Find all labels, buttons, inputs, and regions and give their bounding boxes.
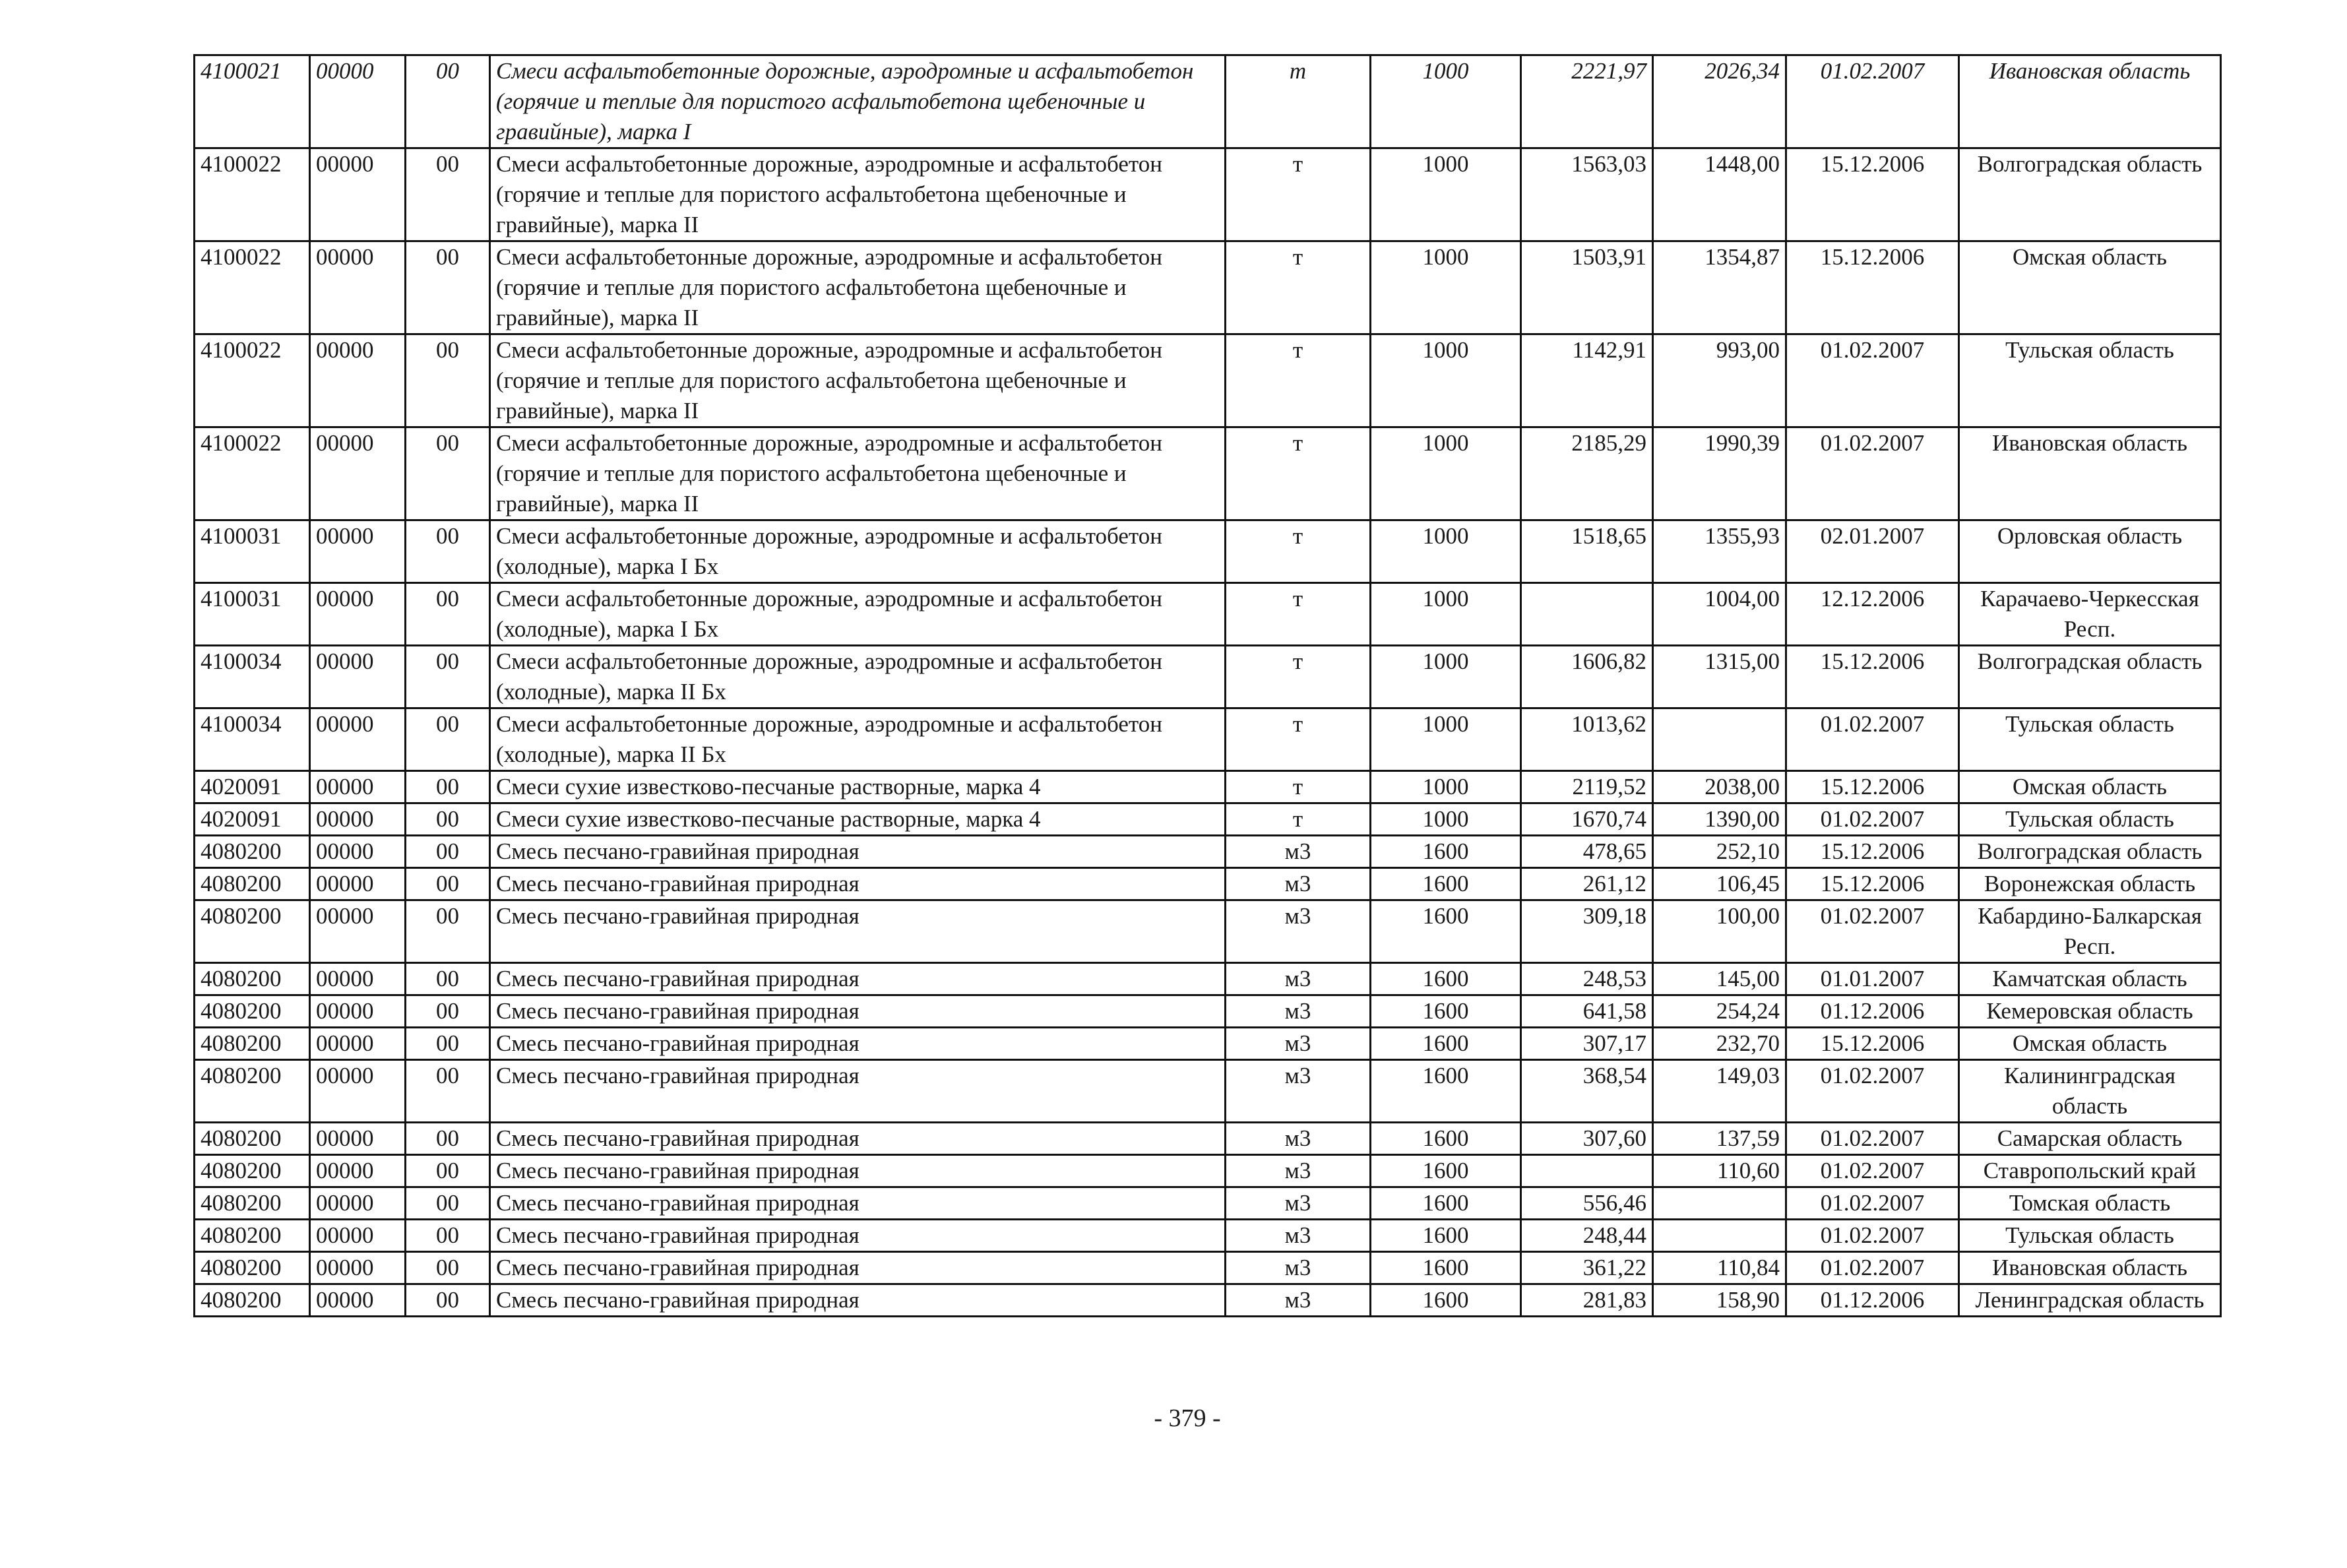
norm-value-cell: 1000 xyxy=(1371,334,1521,427)
price-table xyxy=(193,54,2222,1317)
item-code-cell: 4100031 xyxy=(195,520,310,583)
table-body xyxy=(195,55,2221,1317)
norm-value-cell: 1600 xyxy=(1371,1155,1521,1187)
material-name-cell: Смесь песчано-гравийная природная xyxy=(490,1252,1226,1284)
sub-code-cell: 00000 xyxy=(310,148,406,241)
date-cell: 15.12.2006 xyxy=(1786,771,1959,803)
region-cell: Тульская область xyxy=(1959,708,2221,771)
date-cell: 01.02.2007 xyxy=(1786,900,1959,963)
norm-value-cell: 1600 xyxy=(1371,963,1521,995)
table-row xyxy=(195,520,2221,583)
region-cell: Омская область xyxy=(1959,1028,2221,1060)
price-2-cell: 2026,34 xyxy=(1653,55,1786,148)
price-1-cell: 2119,52 xyxy=(1521,771,1653,803)
table-row xyxy=(195,646,2221,708)
norm-value-cell: 1600 xyxy=(1371,1060,1521,1123)
suffix-code-cell: 00 xyxy=(406,148,490,241)
sub-code-cell: 00000 xyxy=(310,427,406,520)
suffix-code-cell: 00 xyxy=(406,1155,490,1187)
price-2-cell: 1448,00 xyxy=(1653,148,1786,241)
region-cell: Омская область xyxy=(1959,241,2221,334)
date-cell: 15.12.2006 xyxy=(1786,1028,1959,1060)
table-row xyxy=(195,241,2221,334)
table-row xyxy=(195,868,2221,900)
item-code-cell: 4100022 xyxy=(195,427,310,520)
date-cell: 15.12.2006 xyxy=(1786,646,1959,708)
table-row xyxy=(195,427,2221,520)
region-cell: Тульская область xyxy=(1959,1220,2221,1252)
norm-value-cell: 1000 xyxy=(1371,241,1521,334)
date-cell: 01.02.2007 xyxy=(1786,334,1959,427)
suffix-code-cell: 00 xyxy=(406,583,490,646)
suffix-code-cell: 00 xyxy=(406,1284,490,1317)
region-cell: Тульская область xyxy=(1959,803,2221,836)
price-2-cell: 158,90 xyxy=(1653,1284,1786,1317)
date-cell: 01.02.2007 xyxy=(1786,55,1959,148)
suffix-code-cell: 00 xyxy=(406,1220,490,1252)
material-name-cell: Смесь песчано-гравийная природная xyxy=(490,836,1226,868)
table-row xyxy=(195,583,2221,646)
price-2-cell: 993,00 xyxy=(1653,334,1786,427)
norm-value-cell: 1600 xyxy=(1371,1028,1521,1060)
sub-code-cell: 00000 xyxy=(310,868,406,900)
region-cell: Воронежская область xyxy=(1959,868,2221,900)
norm-value-cell: 1000 xyxy=(1371,771,1521,803)
date-cell: 01.02.2007 xyxy=(1786,1252,1959,1284)
price-2-cell: 1004,00 xyxy=(1653,583,1786,646)
date-cell: 01.02.2007 xyxy=(1786,1187,1959,1220)
suffix-code-cell: 00 xyxy=(406,995,490,1028)
unit-cell: т xyxy=(1226,55,1371,148)
sub-code-cell: 00000 xyxy=(310,1187,406,1220)
suffix-code-cell: 00 xyxy=(406,900,490,963)
material-name-cell: Смесь песчано-гравийная природная xyxy=(490,995,1226,1028)
unit-cell: м3 xyxy=(1226,836,1371,868)
price-2-cell xyxy=(1653,1187,1786,1220)
unit-cell: т xyxy=(1226,708,1371,771)
price-2-cell: 137,59 xyxy=(1653,1123,1786,1155)
material-name-cell: Смесь песчано-гравийная природная xyxy=(490,868,1226,900)
suffix-code-cell: 00 xyxy=(406,1123,490,1155)
price-1-cell: 248,53 xyxy=(1521,963,1653,995)
price-2-cell: 1354,87 xyxy=(1653,241,1786,334)
unit-cell: м3 xyxy=(1226,1187,1371,1220)
sub-code-cell: 00000 xyxy=(310,900,406,963)
sub-code-cell: 00000 xyxy=(310,836,406,868)
price-1-cell: 1563,03 xyxy=(1521,148,1653,241)
item-code-cell: 4080200 xyxy=(195,1284,310,1317)
date-cell: 02.01.2007 xyxy=(1786,520,1959,583)
price-2-cell: 110,84 xyxy=(1653,1252,1786,1284)
norm-value-cell: 1000 xyxy=(1371,803,1521,836)
price-1-cell: 361,22 xyxy=(1521,1252,1653,1284)
item-code-cell: 4100034 xyxy=(195,708,310,771)
price-1-cell: 1013,62 xyxy=(1521,708,1653,771)
unit-cell: м3 xyxy=(1226,1060,1371,1123)
item-code-cell: 4080200 xyxy=(195,1060,310,1123)
item-code-cell: 4100034 xyxy=(195,646,310,708)
price-1-cell: 368,54 xyxy=(1521,1060,1653,1123)
price-2-cell: 1390,00 xyxy=(1653,803,1786,836)
unit-cell: т xyxy=(1226,241,1371,334)
sub-code-cell: 00000 xyxy=(310,995,406,1028)
price-2-cell: 1315,00 xyxy=(1653,646,1786,708)
sub-code-cell: 00000 xyxy=(310,241,406,334)
date-cell: 01.12.2006 xyxy=(1786,995,1959,1028)
suffix-code-cell: 00 xyxy=(406,334,490,427)
suffix-code-cell: 00 xyxy=(406,771,490,803)
date-cell: 15.12.2006 xyxy=(1786,148,1959,241)
price-1-cell: 307,17 xyxy=(1521,1028,1653,1060)
date-cell: 01.02.2007 xyxy=(1786,1155,1959,1187)
region-cell: Ленинградская область xyxy=(1959,1284,2221,1317)
table-row xyxy=(195,1060,2221,1123)
material-name-cell: Смесь песчано-гравийная природная xyxy=(490,900,1226,963)
sub-code-cell: 00000 xyxy=(310,334,406,427)
table-row xyxy=(195,1252,2221,1284)
unit-cell: м3 xyxy=(1226,1252,1371,1284)
sub-code-cell: 00000 xyxy=(310,963,406,995)
suffix-code-cell: 00 xyxy=(406,427,490,520)
table-row xyxy=(195,1123,2221,1155)
sub-code-cell: 00000 xyxy=(310,520,406,583)
sub-code-cell: 00000 xyxy=(310,1123,406,1155)
material-name-cell: Смесь песчано-гравийная природная xyxy=(490,1028,1226,1060)
suffix-code-cell: 00 xyxy=(406,1252,490,1284)
material-name-cell: Смеси сухие известково-песчаные растворные, марка 4 xyxy=(490,803,1226,836)
material-name-cell: Смеси асфальтобетонные дорожные, аэродромные и асфальтобетон (холодные), марка I Бх xyxy=(490,520,1226,583)
region-cell: Камчатская область xyxy=(1959,963,2221,995)
item-code-cell: 4080200 xyxy=(195,1028,310,1060)
price-2-cell: 100,00 xyxy=(1653,900,1786,963)
suffix-code-cell: 00 xyxy=(406,55,490,148)
date-cell: 01.02.2007 xyxy=(1786,708,1959,771)
item-code-cell: 4100022 xyxy=(195,334,310,427)
unit-cell: т xyxy=(1226,334,1371,427)
region-cell: Калининградская область xyxy=(1959,1060,2221,1123)
item-code-cell: 4100022 xyxy=(195,148,310,241)
table-row xyxy=(195,1155,2221,1187)
region-cell: Ивановская область xyxy=(1959,427,2221,520)
sub-code-cell: 00000 xyxy=(310,583,406,646)
material-name-cell: Смесь песчано-гравийная природная xyxy=(490,1220,1226,1252)
price-2-cell xyxy=(1653,708,1786,771)
table-row xyxy=(195,1284,2221,1317)
norm-value-cell: 1000 xyxy=(1371,520,1521,583)
unit-cell: м3 xyxy=(1226,1155,1371,1187)
table-row xyxy=(195,836,2221,868)
suffix-code-cell: 00 xyxy=(406,868,490,900)
sub-code-cell: 00000 xyxy=(310,646,406,708)
table-row xyxy=(195,148,2221,241)
price-2-cell: 145,00 xyxy=(1653,963,1786,995)
price-2-cell: 1990,39 xyxy=(1653,427,1786,520)
suffix-code-cell: 00 xyxy=(406,803,490,836)
norm-value-cell: 1000 xyxy=(1371,148,1521,241)
material-name-cell: Смеси асфальтобетонные дорожные, аэродромные и асфальтобетон (горячие и теплые для пористого асфальтобетона щебеночные и гравийные), марка II xyxy=(490,334,1226,427)
price-1-cell: 478,65 xyxy=(1521,836,1653,868)
region-cell: Волгоградская область xyxy=(1959,148,2221,241)
sub-code-cell: 00000 xyxy=(310,55,406,148)
price-2-cell: 254,24 xyxy=(1653,995,1786,1028)
norm-value-cell: 1000 xyxy=(1371,646,1521,708)
price-1-cell: 2185,29 xyxy=(1521,427,1653,520)
norm-value-cell: 1600 xyxy=(1371,1252,1521,1284)
price-1-cell: 307,60 xyxy=(1521,1123,1653,1155)
material-name-cell: Смеси асфальтобетонные дорожные, аэродромные и асфальтобетон (горячие и теплые для пористого асфальтобетона щебеночные и гравийные), марка II xyxy=(490,427,1226,520)
sub-code-cell: 00000 xyxy=(310,771,406,803)
price-2-cell: 232,70 xyxy=(1653,1028,1786,1060)
region-cell: Орловская область xyxy=(1959,520,2221,583)
date-cell: 15.12.2006 xyxy=(1786,836,1959,868)
suffix-code-cell: 00 xyxy=(406,1028,490,1060)
item-code-cell: 4100022 xyxy=(195,241,310,334)
region-cell: Ивановская область xyxy=(1959,1252,2221,1284)
norm-value-cell: 1600 xyxy=(1371,1220,1521,1252)
unit-cell: м3 xyxy=(1226,868,1371,900)
price-1-cell: 1142,91 xyxy=(1521,334,1653,427)
unit-cell: т xyxy=(1226,771,1371,803)
date-cell: 01.02.2007 xyxy=(1786,1060,1959,1123)
unit-cell: т xyxy=(1226,583,1371,646)
material-name-cell: Смесь песчано-гравийная природная xyxy=(490,1187,1226,1220)
date-cell: 01.02.2007 xyxy=(1786,427,1959,520)
item-code-cell: 4080200 xyxy=(195,836,310,868)
item-code-cell: 4080200 xyxy=(195,868,310,900)
material-name-cell: Смеси асфальтобетонные дорожные, аэродромные и асфальтобетон (горячие и теплые для пористого асфальтобетона щебеночные и гравийные), марка I xyxy=(490,55,1226,148)
suffix-code-cell: 00 xyxy=(406,241,490,334)
material-name-cell: Смесь песчано-гравийная природная xyxy=(490,1284,1226,1317)
region-cell: Волгоградская область xyxy=(1959,646,2221,708)
item-code-cell: 4100021 xyxy=(195,55,310,148)
price-1-cell: 556,46 xyxy=(1521,1187,1653,1220)
suffix-code-cell: 00 xyxy=(406,836,490,868)
suffix-code-cell: 00 xyxy=(406,708,490,771)
price-1-cell: 1606,82 xyxy=(1521,646,1653,708)
date-cell: 15.12.2006 xyxy=(1786,868,1959,900)
price-2-cell: 106,45 xyxy=(1653,868,1786,900)
date-cell: 01.02.2007 xyxy=(1786,803,1959,836)
item-code-cell: 4100031 xyxy=(195,583,310,646)
item-code-cell: 4020091 xyxy=(195,803,310,836)
norm-value-cell: 1000 xyxy=(1371,55,1521,148)
suffix-code-cell: 00 xyxy=(406,646,490,708)
item-code-cell: 4080200 xyxy=(195,1155,310,1187)
item-code-cell: 4080200 xyxy=(195,995,310,1028)
price-1-cell xyxy=(1521,1155,1653,1187)
item-code-cell: 4080200 xyxy=(195,1220,310,1252)
price-1-cell: 261,12 xyxy=(1521,868,1653,900)
norm-value-cell: 1600 xyxy=(1371,1187,1521,1220)
norm-value-cell: 1000 xyxy=(1371,708,1521,771)
price-2-cell: 2038,00 xyxy=(1653,771,1786,803)
material-name-cell: Смесь песчано-гравийная природная xyxy=(490,963,1226,995)
sub-code-cell: 00000 xyxy=(310,1155,406,1187)
norm-value-cell: 1600 xyxy=(1371,900,1521,963)
price-1-cell: 248,44 xyxy=(1521,1220,1653,1252)
date-cell: 01.02.2007 xyxy=(1786,1123,1959,1155)
price-1-cell: 641,58 xyxy=(1521,995,1653,1028)
table-row xyxy=(195,708,2221,771)
table-row xyxy=(195,1028,2221,1060)
material-name-cell: Смеси асфальтобетонные дорожные, аэродромные и асфальтобетон (холодные), марка II Бх xyxy=(490,708,1226,771)
region-cell: Кемеровская область xyxy=(1959,995,2221,1028)
material-name-cell: Смеси асфальтобетонные дорожные, аэродромные и асфальтобетон (холодные), марка I Бх xyxy=(490,583,1226,646)
region-cell: Омская область xyxy=(1959,771,2221,803)
unit-cell: т xyxy=(1226,427,1371,520)
unit-cell: м3 xyxy=(1226,1220,1371,1252)
unit-cell: м3 xyxy=(1226,1028,1371,1060)
table-row xyxy=(195,803,2221,836)
sub-code-cell: 00000 xyxy=(310,1252,406,1284)
price-1-cell: 309,18 xyxy=(1521,900,1653,963)
price-1-cell: 281,83 xyxy=(1521,1284,1653,1317)
sub-code-cell: 00000 xyxy=(310,1284,406,1317)
price-1-cell: 1518,65 xyxy=(1521,520,1653,583)
suffix-code-cell: 00 xyxy=(406,1187,490,1220)
norm-value-cell: 1600 xyxy=(1371,1123,1521,1155)
unit-cell: т xyxy=(1226,520,1371,583)
sub-code-cell: 00000 xyxy=(310,1220,406,1252)
item-code-cell: 4080200 xyxy=(195,963,310,995)
material-name-cell: Смеси асфальтобетонные дорожные, аэродромные и асфальтобетон (горячие и теплые для пористого асфальтобетона щебеночные и гравийные), марка II xyxy=(490,241,1226,334)
unit-cell: т xyxy=(1226,148,1371,241)
region-cell: Томская область xyxy=(1959,1187,2221,1220)
table-row xyxy=(195,55,2221,148)
region-cell: Тульская область xyxy=(1959,334,2221,427)
date-cell: 01.02.2007 xyxy=(1786,1220,1959,1252)
item-code-cell: 4080200 xyxy=(195,1123,310,1155)
norm-value-cell: 1000 xyxy=(1371,583,1521,646)
unit-cell: м3 xyxy=(1226,963,1371,995)
material-name-cell: Смесь песчано-гравийная природная xyxy=(490,1155,1226,1187)
date-cell: 12.12.2006 xyxy=(1786,583,1959,646)
region-cell: Самарская область xyxy=(1959,1123,2221,1155)
material-name-cell: Смесь песчано-гравийная природная xyxy=(490,1060,1226,1123)
price-2-cell: 252,10 xyxy=(1653,836,1786,868)
region-cell: Кабардино-Балкарская Респ. xyxy=(1959,900,2221,963)
table-row xyxy=(195,963,2221,995)
norm-value-cell: 1000 xyxy=(1371,427,1521,520)
table-row xyxy=(195,1187,2221,1220)
table-row xyxy=(195,334,2221,427)
date-cell: 01.01.2007 xyxy=(1786,963,1959,995)
page-number: - 379 - xyxy=(1154,1404,1221,1432)
price-1-cell: 1670,74 xyxy=(1521,803,1653,836)
material-name-cell: Смеси асфальтобетонные дорожные, аэродромные и асфальтобетон (горячие и теплые для пористого асфальтобетона щебеночные и гравийные), марка II xyxy=(490,148,1226,241)
price-2-cell: 110,60 xyxy=(1653,1155,1786,1187)
date-cell: 01.12.2006 xyxy=(1786,1284,1959,1317)
region-cell: Волгоградская область xyxy=(1959,836,2221,868)
unit-cell: м3 xyxy=(1226,1284,1371,1317)
material-name-cell: Смесь песчано-гравийная природная xyxy=(490,1123,1226,1155)
suffix-code-cell: 00 xyxy=(406,520,490,583)
table-row xyxy=(195,900,2221,963)
sub-code-cell: 00000 xyxy=(310,708,406,771)
sub-code-cell: 00000 xyxy=(310,803,406,836)
unit-cell: м3 xyxy=(1226,995,1371,1028)
region-cell: Ставропольский край xyxy=(1959,1155,2221,1187)
suffix-code-cell: 00 xyxy=(406,963,490,995)
region-cell: Карачаево-Черкесская Респ. xyxy=(1959,583,2221,646)
price-1-cell: 1503,91 xyxy=(1521,241,1653,334)
norm-value-cell: 1600 xyxy=(1371,868,1521,900)
item-code-cell: 4080200 xyxy=(195,1252,310,1284)
price-2-cell: 149,03 xyxy=(1653,1060,1786,1123)
material-name-cell: Смеси сухие известково-песчаные растворные, марка 4 xyxy=(490,771,1226,803)
table-row xyxy=(195,995,2221,1028)
price-2-cell xyxy=(1653,1220,1786,1252)
price-2-cell: 1355,93 xyxy=(1653,520,1786,583)
item-code-cell: 4080200 xyxy=(195,900,310,963)
unit-cell: т xyxy=(1226,646,1371,708)
item-code-cell: 4080200 xyxy=(195,1187,310,1220)
sub-code-cell: 00000 xyxy=(310,1060,406,1123)
price-1-cell xyxy=(1521,583,1653,646)
norm-value-cell: 1600 xyxy=(1371,1284,1521,1317)
table-row xyxy=(195,771,2221,803)
date-cell: 15.12.2006 xyxy=(1786,241,1959,334)
unit-cell: т xyxy=(1226,803,1371,836)
table-row xyxy=(195,1220,2221,1252)
material-name-cell: Смеси асфальтобетонные дорожные, аэродромные и асфальтобетон (холодные), марка II Бх xyxy=(490,646,1226,708)
norm-value-cell: 1600 xyxy=(1371,995,1521,1028)
price-1-cell: 2221,97 xyxy=(1521,55,1653,148)
sub-code-cell: 00000 xyxy=(310,1028,406,1060)
unit-cell: м3 xyxy=(1226,900,1371,963)
suffix-code-cell: 00 xyxy=(406,1060,490,1123)
item-code-cell: 4020091 xyxy=(195,771,310,803)
unit-cell: м3 xyxy=(1226,1123,1371,1155)
norm-value-cell: 1600 xyxy=(1371,836,1521,868)
region-cell: Ивановская область xyxy=(1959,55,2221,148)
